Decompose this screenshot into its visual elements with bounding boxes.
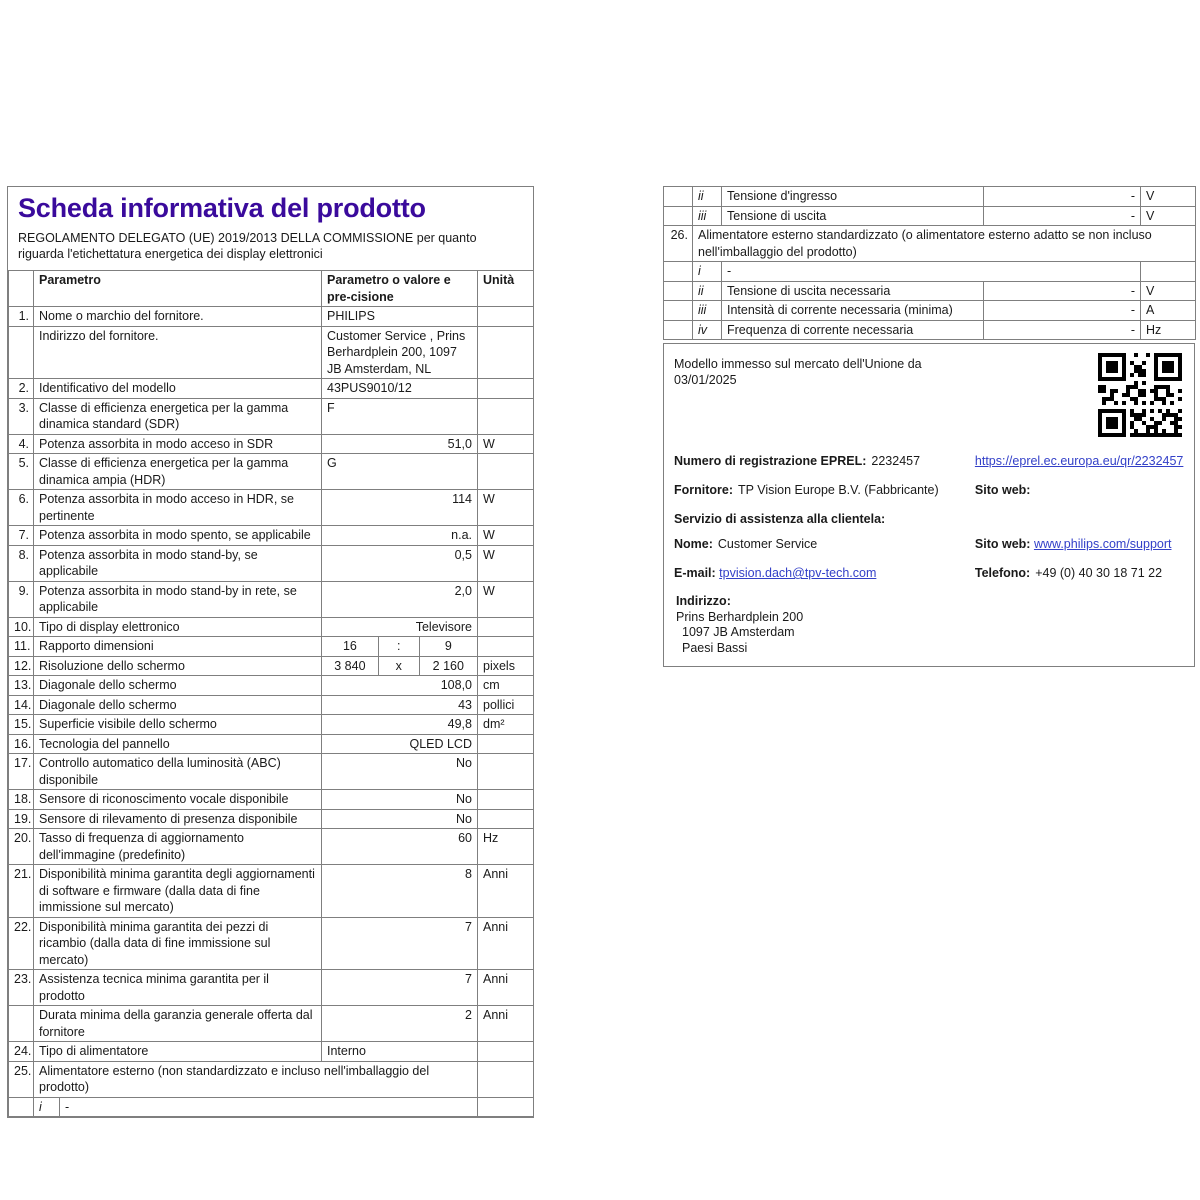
- param-label: Classe di efficienza energetica per la gamma dinamica standard (SDR): [34, 398, 322, 434]
- param-number: 11.: [9, 637, 34, 657]
- table-row: [9, 754, 534, 790]
- param-label: Alimentatore esterno (non standardizzato e incluso nell'imballaggio del prodotto): [34, 1061, 478, 1097]
- param-value: 60: [322, 829, 478, 865]
- header-value: Parametro o valore e pre-cisione: [322, 271, 478, 307]
- param-label: Tecnologia del pannello: [34, 734, 322, 754]
- param-value: 8: [322, 865, 478, 918]
- table-row: [9, 617, 534, 637]
- param-label: Potenza assorbita in modo stand-by in rete, se applicabile: [34, 581, 322, 617]
- param-number: 12.: [9, 656, 34, 676]
- param-label: Diagonale dello schermo: [34, 695, 322, 715]
- eprel-value: 2232457: [871, 454, 921, 468]
- eprel-link[interactable]: https://eprel.ec.europa.eu/qr/2232457: [974, 454, 1184, 468]
- table-row: [9, 526, 534, 546]
- param-value: 51,0: [322, 434, 478, 454]
- param-value: :: [378, 637, 420, 656]
- product-fiche-main-panel: [7, 186, 534, 1118]
- param-unit: W: [478, 581, 534, 617]
- param-label: Frequenza di corrente necessaria: [722, 320, 984, 340]
- table-row: [9, 917, 534, 970]
- param-value: -: [984, 301, 1141, 321]
- name-value: Customer Service: [717, 537, 818, 551]
- param-label: Potenza assorbita in modo acceso in SDR: [34, 434, 322, 454]
- table-row: [9, 581, 534, 617]
- table-row: [9, 829, 534, 865]
- table-row: [9, 379, 534, 399]
- param-value: F: [322, 398, 478, 434]
- param-value: -: [984, 187, 1141, 207]
- param-value: 3 840: [334, 658, 366, 673]
- param-value: Televisore: [322, 617, 478, 637]
- param-unit: W: [478, 490, 534, 526]
- param-unit: [478, 1097, 534, 1117]
- param-label: Sensore di riconoscimento vocale disponibile: [34, 790, 322, 810]
- table-row: [664, 301, 1196, 321]
- name-label: Nome:: [674, 537, 713, 551]
- param-label: -: [60, 1097, 478, 1117]
- table-row: [664, 187, 1196, 207]
- market-date-text: Modello immesso sul mercato dell'Unione da 03/01/2025: [674, 357, 922, 387]
- param-unit: [478, 790, 534, 810]
- table-row: [9, 695, 534, 715]
- param-value: -: [984, 320, 1141, 340]
- param-value: 2,0: [322, 581, 478, 617]
- param-label: Diagonale dello schermo: [34, 676, 322, 696]
- param-value: G: [322, 454, 478, 490]
- param-unit: [478, 734, 534, 754]
- eprel-link-wrap: [975, 453, 1184, 469]
- param-label: Disponibilità minima garantita dei pezzi di ricambio (dalla data di fine immissione sul mercato): [34, 917, 322, 970]
- table-row: [9, 734, 534, 754]
- param-label: Tipo di alimentatore: [34, 1042, 322, 1062]
- param-label: Classe di efficienza energetica per la gamma dinamica ampia (HDR): [34, 454, 322, 490]
- param-value: 0,5: [322, 545, 478, 581]
- parameter-table-left: [8, 270, 534, 1117]
- param-number: [9, 326, 34, 379]
- param-label: Sensore di rilevamento di presenza disponibile: [34, 809, 322, 829]
- param-number: 4.: [9, 434, 34, 454]
- table-row: [9, 326, 534, 379]
- page-subtitle: REGOLAMENTO DELEGATO (UE) 2019/2013 DELLA COMMISSIONE per quanto riguarda l'etichettatura energetica dei display elettronici: [18, 231, 477, 261]
- eprel-row: [674, 453, 1184, 469]
- table-row: [9, 398, 534, 434]
- param-label: Controllo automatico della luminosità (ABC) disponibile: [34, 754, 322, 790]
- param-number: 10.: [9, 617, 34, 637]
- address-label: Indirizzo:: [676, 594, 731, 608]
- param-label: Potenza assorbita in modo acceso in HDR, se pertinente: [34, 490, 322, 526]
- param-label: Tipo di display elettronico: [34, 617, 322, 637]
- table-header-row: [9, 271, 534, 307]
- table-row: [9, 1061, 534, 1097]
- param-number: 18.: [9, 790, 34, 810]
- param-unit: [478, 398, 534, 434]
- param-value: 7: [322, 917, 478, 970]
- table-row: [664, 281, 1196, 301]
- param-number: 15.: [9, 715, 34, 735]
- eprel-registration: [674, 453, 975, 469]
- param-label: -: [722, 262, 1141, 282]
- param-unit: Anni: [478, 1006, 534, 1042]
- service-heading-row: [674, 511, 1184, 527]
- param-label: Tensione d'ingresso: [722, 187, 984, 207]
- parameter-table-right: [663, 186, 1196, 340]
- param-label: Disponibilità minima garantita degli aggiornamenti di software e firmware (dalla data di fine immissione sul mercato): [34, 865, 322, 918]
- param-number: 8.: [9, 545, 34, 581]
- market-date-row: [674, 353, 1184, 437]
- param-subnumber: i: [34, 1097, 60, 1117]
- param-subnumber: iii: [693, 301, 722, 321]
- param-number: 19.: [9, 809, 34, 829]
- phone-label: Telefono:: [974, 566, 1031, 580]
- param-value: QLED LCD: [322, 734, 478, 754]
- table-row: [9, 1006, 534, 1042]
- param-number: [664, 320, 693, 340]
- param-number: 5.: [9, 454, 34, 490]
- table-row: [9, 490, 534, 526]
- siteweb-wrap: [975, 482, 1184, 498]
- service-name: [674, 536, 975, 552]
- param-unit: [478, 809, 534, 829]
- siteweb2-wrap: [975, 536, 1184, 552]
- param-unit: V: [1141, 206, 1196, 226]
- supplier-label: Fornitore:: [674, 483, 734, 497]
- address-line: Paesi Bassi: [682, 640, 748, 655]
- table-row: [9, 1042, 534, 1062]
- param-value: No: [322, 790, 478, 810]
- eprel-label: Numero di registrazione EPREL:: [674, 454, 867, 468]
- table-row: [9, 637, 534, 657]
- service-heading: Servizio di assistenza alla clientela:: [674, 512, 886, 526]
- param-label: Potenza assorbita in modo spento, se applicabile: [34, 526, 322, 546]
- table-row: [664, 206, 1196, 226]
- email-link[interactable]: tpvision.dach@tpv-tech.com: [719, 566, 877, 580]
- param-value-parts: [322, 656, 478, 676]
- table-row: [9, 434, 534, 454]
- param-value: 7: [322, 970, 478, 1006]
- param-label: Tasso di frequenza di aggiornamento dell'immagine (predefinito): [34, 829, 322, 865]
- table-row: [9, 970, 534, 1006]
- table-row: [9, 715, 534, 735]
- param-number: 6.: [9, 490, 34, 526]
- param-number: [664, 281, 693, 301]
- param-unit: [478, 326, 534, 379]
- param-unit: W: [478, 545, 534, 581]
- table-row: [9, 307, 534, 327]
- table-row: [664, 262, 1196, 282]
- param-value: x: [378, 657, 420, 676]
- param-subnumber: i: [693, 262, 722, 282]
- param-unit: [478, 754, 534, 790]
- email-row: [674, 565, 1184, 581]
- name-row: [674, 536, 1184, 552]
- param-unit: Hz: [478, 829, 534, 865]
- table-row: [9, 545, 534, 581]
- supplier-row: [674, 482, 1184, 498]
- param-label: Alimentatore esterno standardizzato (o alimentatore esterno adatto se non incluso nell'imballaggio del prodotto): [693, 226, 1196, 262]
- email-wrap: [674, 565, 975, 581]
- param-subnumber: iv: [693, 320, 722, 340]
- param-unit: pixels: [478, 656, 534, 676]
- param-value: 49,8: [322, 715, 478, 735]
- param-number: 22.: [9, 917, 34, 970]
- param-value: -: [984, 281, 1141, 301]
- param-label: Nome o marchio del fornitore.: [34, 307, 322, 327]
- param-number: [9, 1097, 34, 1117]
- table-row: [664, 320, 1196, 340]
- supplier: [674, 482, 975, 498]
- param-value: 43PUS9010/12: [322, 379, 478, 399]
- qr-code-icon: [1098, 353, 1182, 437]
- param-label: Identificativo del modello: [34, 379, 322, 399]
- param-value: No: [322, 809, 478, 829]
- param-label: Potenza assorbita in modo stand-by, se applicabile: [34, 545, 322, 581]
- param-unit: [478, 307, 534, 327]
- address-line: Prins Berhardplein 200: [676, 609, 804, 624]
- param-value: 2: [322, 1006, 478, 1042]
- param-value: Customer Service , Prins Berhardplein 200, 1097 JB Amsterdam, NL: [322, 326, 478, 379]
- param-unit: cm: [478, 676, 534, 696]
- param-unit: Anni: [478, 865, 534, 918]
- table-row: [9, 656, 534, 676]
- param-number: 17.: [9, 754, 34, 790]
- param-number: 21.: [9, 865, 34, 918]
- param-label: Tensione di uscita: [722, 206, 984, 226]
- supplier-value: TP Vision Europe B.V. (Fabbricante): [738, 483, 939, 497]
- param-number: 26.: [664, 226, 693, 262]
- param-value: 16: [342, 639, 357, 653]
- siteweb-label: Sito web:: [974, 483, 1031, 497]
- param-number: [664, 262, 693, 282]
- param-unit: W: [478, 434, 534, 454]
- param-unit: [478, 637, 534, 657]
- parameter-table-right-wrap: [663, 186, 1195, 340]
- param-number: [664, 187, 693, 207]
- support-site-link[interactable]: www.philips.com/support: [1033, 537, 1172, 551]
- param-subnumber: ii: [693, 281, 722, 301]
- header-number-cell: [9, 271, 34, 307]
- param-number: 13.: [9, 676, 34, 696]
- param-unit: Hz: [1141, 320, 1196, 340]
- param-value: Interno: [322, 1042, 478, 1062]
- param-number: 14.: [9, 695, 34, 715]
- param-unit: [478, 454, 534, 490]
- param-value: -: [984, 206, 1141, 226]
- param-number: [664, 206, 693, 226]
- param-label: Rapporto dimensioni: [34, 637, 322, 657]
- param-number: 7.: [9, 526, 34, 546]
- param-number: [9, 1006, 34, 1042]
- param-number: 25.: [9, 1061, 34, 1097]
- table-row: [9, 790, 534, 810]
- table-row: [9, 676, 534, 696]
- param-value-parts: [322, 637, 478, 657]
- param-value: 2 160: [432, 658, 464, 673]
- param-value: n.a.: [322, 526, 478, 546]
- phone-value: +49 (0) 40 30 18 71 22: [1035, 566, 1163, 580]
- table-row: [9, 1097, 534, 1117]
- address-block: [674, 594, 1184, 656]
- param-unit: Anni: [478, 917, 534, 970]
- param-number: 16.: [9, 734, 34, 754]
- param-label: Risoluzione dello schermo: [34, 656, 322, 676]
- param-number: 23.: [9, 970, 34, 1006]
- param-value: 9: [444, 639, 452, 653]
- param-unit: W: [478, 526, 534, 546]
- param-label: Superficie visibile dello schermo: [34, 715, 322, 735]
- param-number: [664, 301, 693, 321]
- table-row: [664, 226, 1196, 262]
- param-label: Tensione di uscita necessaria: [722, 281, 984, 301]
- param-value: 43: [322, 695, 478, 715]
- param-number: 9.: [9, 581, 34, 617]
- header-unit: Unità: [478, 271, 534, 307]
- param-unit: [478, 617, 534, 637]
- param-unit: dm²: [478, 715, 534, 735]
- page-title: Scheda informativa del prodotto: [18, 193, 426, 223]
- eprel-info-box: [663, 343, 1195, 667]
- table-row: [9, 865, 534, 918]
- title-block: [8, 187, 533, 270]
- param-number: 3.: [9, 398, 34, 434]
- param-unit: [478, 379, 534, 399]
- param-label: Assistenza tecnica minima garantita per il prodotto: [34, 970, 322, 1006]
- param-number: 24.: [9, 1042, 34, 1062]
- param-unit: pollici: [478, 695, 534, 715]
- param-number: 2.: [9, 379, 34, 399]
- param-unit: [1141, 262, 1196, 282]
- param-unit: V: [1141, 187, 1196, 207]
- table-row: [9, 454, 534, 490]
- address-line: 1097 JB Amsterdam: [682, 625, 795, 639]
- param-unit: V: [1141, 281, 1196, 301]
- param-number: 20.: [9, 829, 34, 865]
- param-unit: A: [1141, 301, 1196, 321]
- param-unit: [478, 1061, 534, 1097]
- param-value: 108,0: [322, 676, 478, 696]
- header-parameter: Parametro: [34, 271, 322, 307]
- param-value: No: [322, 754, 478, 790]
- param-label: Indirizzo del fornitore.: [34, 326, 322, 379]
- email-label: E-mail:: [674, 566, 716, 580]
- phone-wrap: [975, 565, 1184, 581]
- siteweb2-label: Sito web:: [974, 537, 1031, 551]
- param-label: Durata minima della garanzia generale offerta dal fornitore: [34, 1006, 322, 1042]
- param-subnumber: ii: [693, 187, 722, 207]
- param-unit: Anni: [478, 970, 534, 1006]
- param-value: PHILIPS: [322, 307, 478, 327]
- param-number: 1.: [9, 307, 34, 327]
- param-label: Intensità di corrente necessaria (minima): [722, 301, 984, 321]
- param-subnumber: iii: [693, 206, 722, 226]
- param-unit: [478, 1042, 534, 1062]
- param-value: 114: [322, 490, 478, 526]
- table-row: [9, 809, 534, 829]
